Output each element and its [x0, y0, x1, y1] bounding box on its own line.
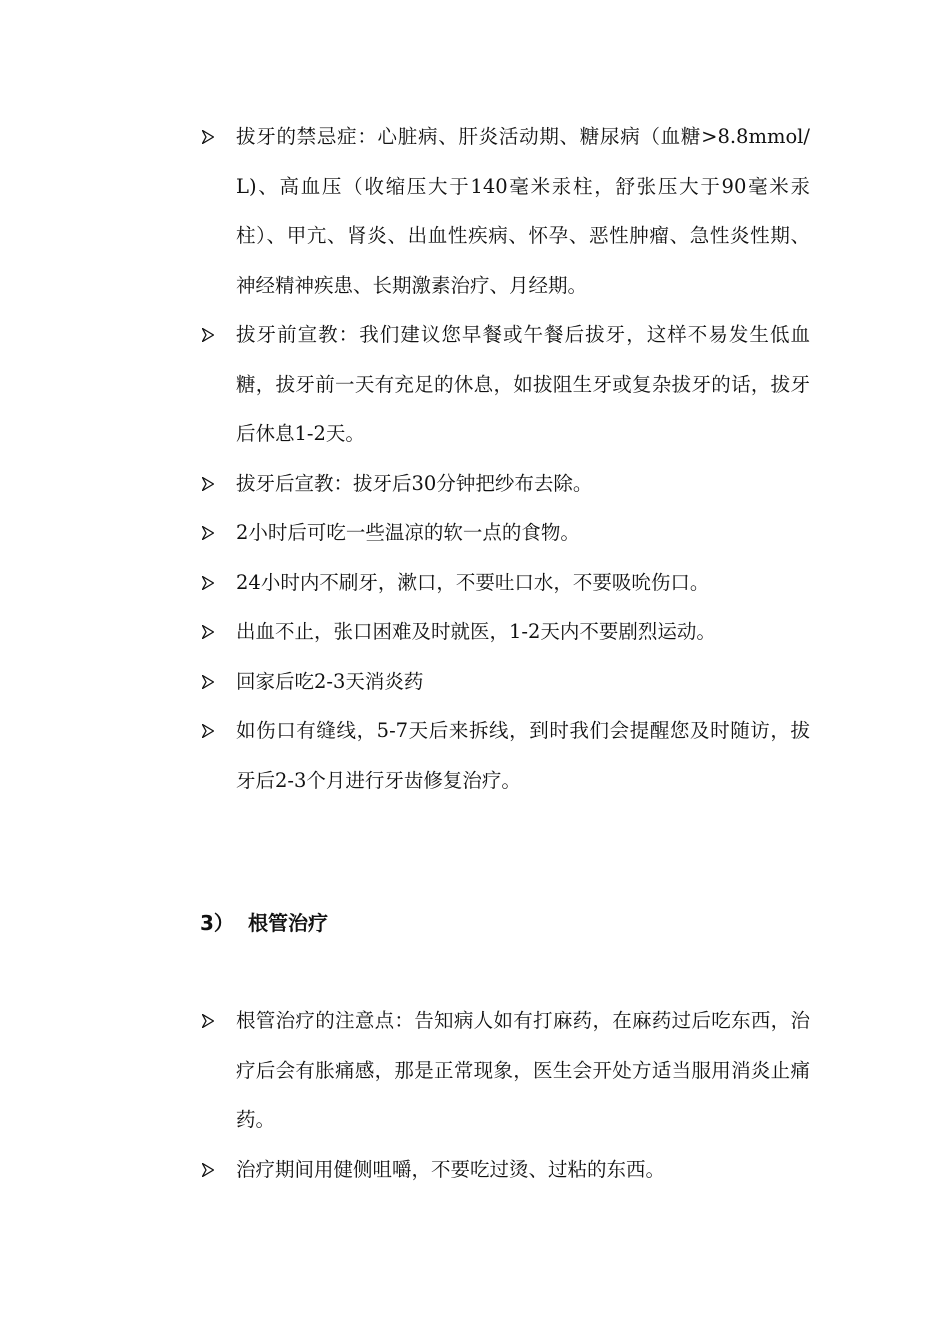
arrowhead-bullet-icon: [202, 328, 214, 342]
arrowhead-bullet-icon: [202, 576, 214, 590]
list-item: [200, 310, 810, 459]
list-item-text: 24小时内不刷牙，漱口，不要吐口水，不要吸吮伤口。: [236, 570, 710, 594]
arrowhead-bullet-icon: [202, 130, 214, 144]
arrowhead-bullet-icon: [202, 625, 214, 639]
list-item: [200, 1145, 810, 1195]
arrowhead-bullet-icon: [202, 1163, 214, 1177]
list-item: [200, 657, 810, 707]
list-item: [200, 996, 810, 1145]
list-item-text: 回家后吃2-3天消炎药: [236, 669, 424, 693]
extraction-notes-list: [200, 112, 810, 805]
section-number: 3）: [200, 911, 234, 935]
list-item-text: 拔牙的禁忌症：心脏病、肝炎活动期、糖尿病（血糖>8.8mmol/L)、高血压（收缩压大于140毫米汞柱，舒张压大于90毫米汞柱）、甲亢、肾炎、出血性疾病、怀孕、恶性肿瘤、急性炎性期、神经精神疾患、长期激素治疗、月经期。: [236, 125, 810, 297]
list-item: [200, 508, 810, 558]
list-item-text: 出血不止，张口困难及时就医，1-2天内不要剧烈运动。: [236, 620, 716, 643]
list-item: [200, 607, 810, 657]
arrowhead-bullet-icon: [202, 1014, 214, 1028]
list-item: [200, 112, 810, 310]
list-item-text: 2小时后可吃一些温凉的软一点的食物。: [236, 521, 580, 544]
arrowhead-bullet-icon: [202, 477, 214, 491]
list-item: [200, 706, 810, 805]
arrowhead-bullet-icon: [202, 724, 214, 738]
arrowhead-bullet-icon: [202, 526, 214, 540]
list-item-text: 如伤口有缝线，5-7天后来拆线，到时我们会提醒您及时随访，拔牙后2-3个月进行牙齿修复治疗。: [236, 719, 810, 792]
list-item: [200, 459, 810, 509]
list-item-text: 拔牙前宣教：我们建议您早餐或午餐后拔牙，这样不易发生低血糖，拔牙前一天有充足的休息，如拔阻生牙或复杂拔牙的话，拔牙后休息1-2天。: [236, 323, 810, 445]
list-item-text: 根管治疗的注意点：告知病人如有打麻药，在麻药过后吃东西，治疗后会有胀痛感，那是正常现象，医生会开处方适当服用消炎止痛药。: [236, 1009, 810, 1131]
list-item-text: 治疗期间用健侧咀嚼，不要吃过烫、过粘的东西。: [236, 1157, 666, 1181]
root-canal-notes-list: [200, 996, 810, 1194]
arrowhead-bullet-icon: [202, 675, 214, 689]
list-item-text: 拔牙后宣教：拔牙后30分钟把纱布去除。: [236, 471, 593, 495]
list-item: [200, 558, 810, 608]
section-heading: [200, 898, 328, 948]
section-title: 根管治疗: [248, 911, 328, 935]
